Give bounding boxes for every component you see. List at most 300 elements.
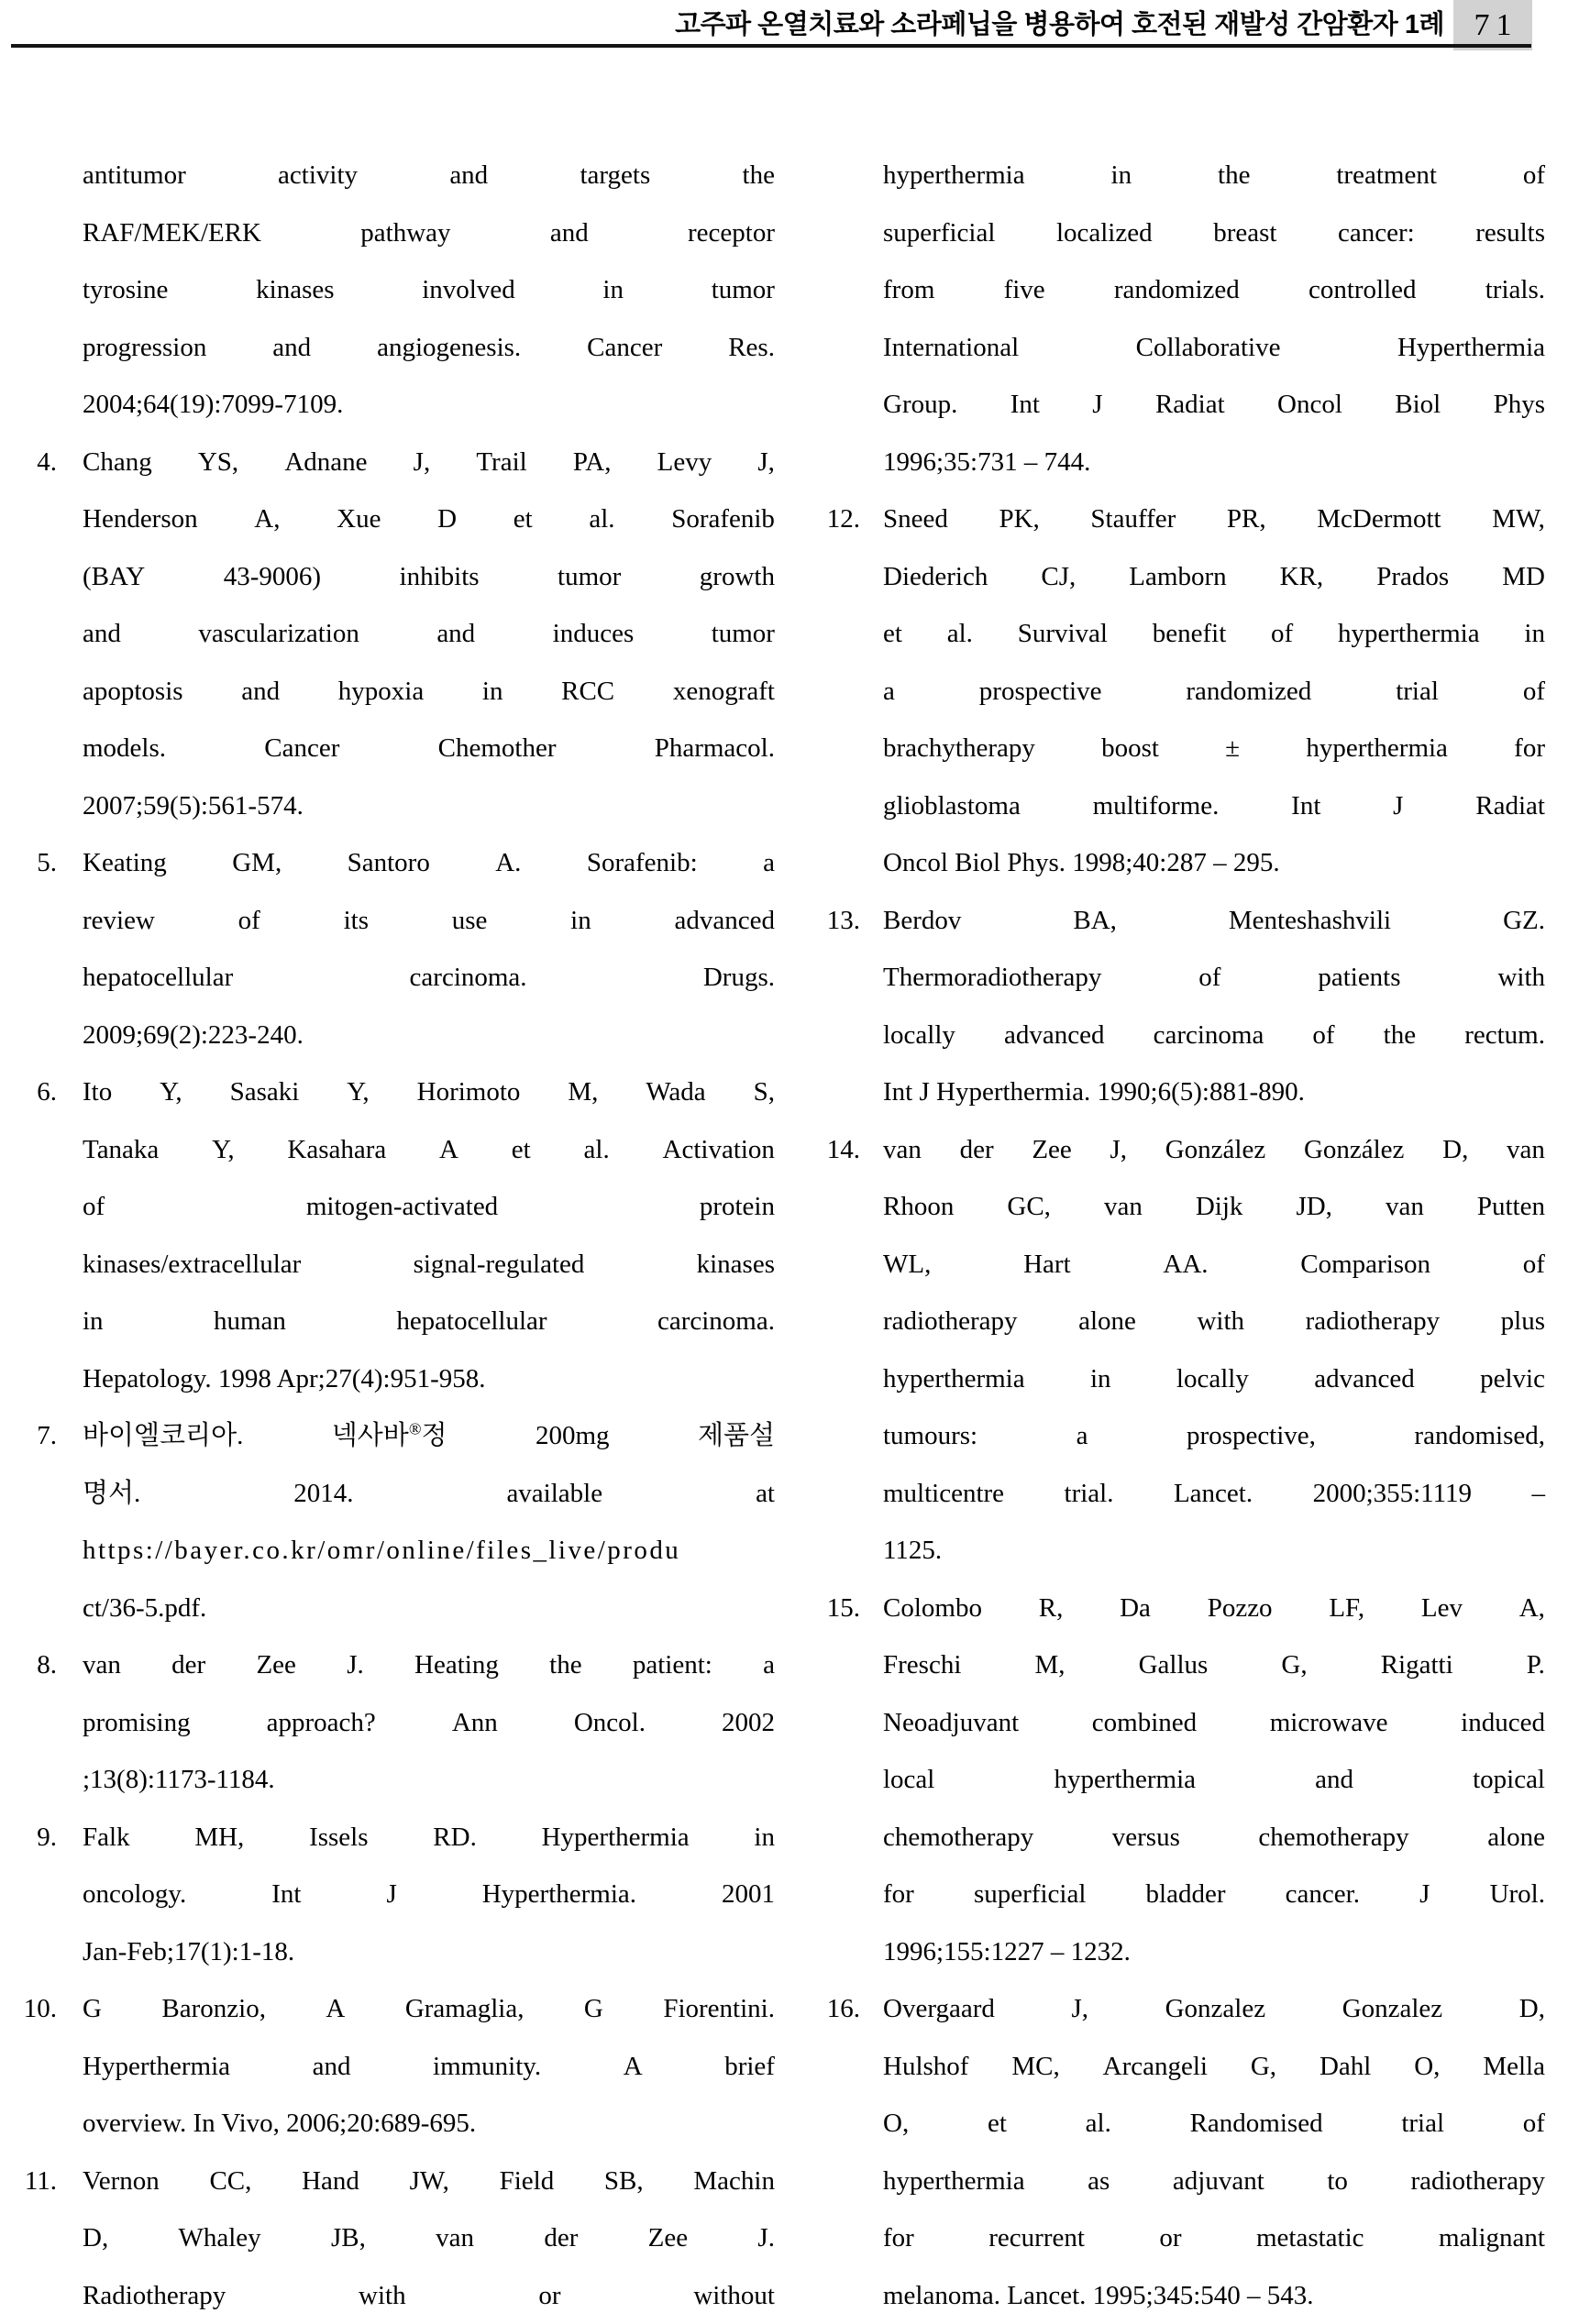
- reference-word: Gonzalez: [1165, 1980, 1266, 2038]
- reference-word: multicentre: [883, 1465, 1004, 1523]
- reference-word: or: [1159, 2209, 1181, 2267]
- reference-word: J: [1092, 376, 1102, 434]
- reference-word: five: [1004, 261, 1045, 319]
- reference-word: trial.: [1065, 1465, 1114, 1523]
- reference-word: Dahl: [1320, 2038, 1371, 2096]
- reference-number: 12.: [814, 490, 860, 548]
- reference-word: Hulshof: [883, 2038, 968, 2096]
- reference-word: advanced: [674, 892, 775, 950]
- reference-word: Dijk: [1196, 1178, 1243, 1236]
- reference-word: D,: [83, 2209, 108, 2267]
- reference-word: results: [1475, 204, 1545, 262]
- reference-line: [83, 949, 775, 1007]
- reference-word: 1125.: [883, 1522, 942, 1580]
- reference-line: [83, 1350, 775, 1408]
- reference-word: Issels: [309, 1809, 368, 1867]
- reference-line: [883, 1980, 1545, 2038]
- reference-word: Collaborative: [1136, 319, 1281, 377]
- reference-word: Zee: [256, 1636, 295, 1694]
- reference-word: van: [436, 2209, 474, 2267]
- reference-word: Stauffer: [1090, 490, 1176, 548]
- reference-word: Y,: [347, 1063, 369, 1121]
- reference-word: Hart: [1023, 1236, 1071, 1294]
- reference-word: Hyperthermia: [542, 1809, 690, 1867]
- reference-word: 200mg: [536, 1407, 610, 1465]
- reference-word: a: [1077, 1407, 1088, 1465]
- reference-word: of: [83, 1178, 105, 1236]
- reference-word: Thermoradiotherapy: [883, 949, 1101, 1007]
- reference-line: [883, 147, 1545, 204]
- reference-item: [883, 490, 1545, 892]
- reference-word: of: [1198, 949, 1220, 1007]
- reference-word: trial: [1401, 2095, 1444, 2153]
- reference-line: [883, 605, 1545, 663]
- reference-word: 2004;64(19):7099-7109.: [83, 376, 343, 434]
- reference-word: van: [1104, 1178, 1143, 1236]
- reference-word: use: [452, 892, 488, 950]
- reference-word: overview. In Vivo, 2006;20:689-695.: [83, 2095, 476, 2153]
- reference-word: ;13(8):1173-1184.: [83, 1751, 275, 1809]
- reference-word: Chemother: [438, 720, 557, 777]
- reference-word: review: [83, 892, 155, 950]
- reference-word: in: [570, 892, 591, 950]
- reference-word: targets: [580, 147, 650, 204]
- reference-line: [83, 1007, 775, 1064]
- reference-word: boost: [1101, 720, 1159, 777]
- reference-line: [883, 834, 1545, 892]
- reference-word: glioblastoma: [883, 777, 1021, 835]
- reference-word: involved: [422, 261, 515, 319]
- reference-line: [883, 1007, 1545, 1064]
- reference-word: JB,: [331, 2209, 366, 2267]
- reference-word: antitumor: [83, 147, 186, 204]
- reference-word: 2002: [722, 1694, 775, 1752]
- reference-word: cancer:: [1338, 204, 1415, 262]
- reference-line: [83, 434, 775, 491]
- reference-word: MH,: [194, 1809, 244, 1867]
- reference-word: 2007;59(5):561-574.: [83, 777, 304, 835]
- reference-word: Pharmacol.: [655, 720, 775, 777]
- reference-word: Prados: [1376, 548, 1449, 606]
- reference-word: 제품설: [698, 1407, 775, 1465]
- reference-word: 넥사바®정: [332, 1407, 447, 1465]
- reference-word: 2000;355:1119: [1313, 1465, 1472, 1523]
- reference-word: et: [513, 490, 533, 548]
- reference-line: [83, 319, 775, 377]
- reference-word: 2009;69(2):223-240.: [83, 1007, 304, 1064]
- reference-word: Rhoon: [883, 1178, 954, 1236]
- reference-number: 6.: [11, 1063, 57, 1121]
- reference-word: al.: [1086, 2095, 1111, 2153]
- reference-word: Sorafenib: [671, 490, 775, 548]
- reference-word: al.: [589, 490, 614, 548]
- reference-word: tumor: [712, 261, 775, 319]
- reference-line: [883, 2209, 1545, 2267]
- reference-word: locally: [883, 1007, 955, 1064]
- reference-word: radiotherapy: [1410, 2153, 1545, 2210]
- reference-word: Phys: [1494, 376, 1545, 434]
- reference-line: [883, 1694, 1545, 1752]
- reference-word: MW,: [1492, 490, 1545, 548]
- reference-word: Lamborn: [1129, 548, 1226, 606]
- reference-number: 15.: [814, 1580, 860, 1637]
- reference-word: A.: [495, 834, 521, 892]
- reference-word: inhibits: [400, 548, 480, 606]
- reference-word: Survival: [1018, 605, 1108, 663]
- reference-line: [883, 2095, 1545, 2153]
- reference-line: [883, 1350, 1545, 1408]
- reference-word: signal-regulated: [414, 1236, 585, 1294]
- reference-word: pelvic: [1480, 1350, 1545, 1408]
- reference-word: Levy: [657, 434, 712, 491]
- reference-word: Sorafenib:: [587, 834, 698, 892]
- reference-line: [883, 1866, 1545, 1923]
- reference-word: Hyperthermia.: [482, 1866, 636, 1923]
- reference-word: Comparison: [1300, 1236, 1430, 1294]
- reference-word: et: [883, 605, 902, 663]
- reference-number: 13.: [814, 892, 860, 950]
- reference-line: [83, 1751, 775, 1809]
- reference-item: [83, 834, 775, 1063]
- reference-line: [83, 720, 775, 777]
- reference-word: Menteshashvili: [1229, 892, 1391, 950]
- reference-word: Wada: [646, 1063, 705, 1121]
- reference-word: oncology.: [83, 1866, 186, 1923]
- reference-line: [883, 1063, 1545, 1121]
- reference-number: 11.: [11, 2153, 57, 2210]
- reference-word: local: [883, 1751, 934, 1809]
- reference-word: PA,: [573, 434, 612, 491]
- reference-line: [83, 204, 775, 262]
- reference-line: [883, 1522, 1545, 1580]
- reference-word: Oncol: [1277, 376, 1342, 434]
- reference-line: [883, 1809, 1545, 1867]
- reference-word: versus: [1112, 1809, 1180, 1867]
- reference-word: randomized: [1186, 663, 1311, 721]
- reference-word: vascularization: [198, 605, 359, 663]
- reference-line: [83, 1293, 775, 1350]
- reference-word: in: [754, 1809, 775, 1867]
- reference-word: apoptosis: [83, 663, 183, 721]
- reference-word: Rigatti: [1381, 1636, 1453, 1694]
- reference-word: melanoma. Lancet. 1995;345:540 – 543.: [883, 2267, 1314, 2324]
- reference-word: Lancet.: [1174, 1465, 1253, 1523]
- reference-word: kinases/extracellular: [83, 1236, 301, 1294]
- reference-word: Chang: [83, 434, 152, 491]
- reference-word: P.: [1527, 1636, 1545, 1694]
- reference-word: JW,: [410, 2153, 449, 2210]
- reference-item: [83, 1063, 775, 1407]
- reference-word: its: [344, 892, 369, 950]
- reference-number: 5.: [11, 834, 57, 892]
- reference-item: [83, 1407, 775, 1636]
- reference-word: and: [272, 319, 311, 377]
- reference-word: metastatic: [1256, 2209, 1364, 2267]
- reference-line: [83, 1178, 775, 1236]
- reference-line: [883, 720, 1545, 777]
- reference-number: 10.: [11, 1980, 57, 2038]
- reference-word: hyperthermia: [1306, 720, 1448, 777]
- reference-word: 명서.: [83, 1465, 140, 1523]
- reference-word: advanced: [1314, 1350, 1415, 1408]
- reference-line: [83, 605, 775, 663]
- reference-item: [883, 1580, 1545, 1981]
- reference-line: [883, 434, 1545, 491]
- reference-word: Santoro: [348, 834, 430, 892]
- reference-word: randomised,: [1414, 1407, 1545, 1465]
- reference-word: Neoadjuvant: [883, 1694, 1019, 1752]
- reference-word: Gramaglia,: [405, 1980, 524, 2038]
- reference-item: [83, 1636, 775, 1809]
- reference-word: pathway: [360, 204, 450, 262]
- reference-line: [883, 490, 1545, 548]
- reference-line: [83, 1694, 775, 1752]
- reference-line: [883, 548, 1545, 606]
- reference-word: of: [1523, 663, 1545, 721]
- reference-word: a: [763, 1636, 775, 1694]
- reference-line: [83, 261, 775, 319]
- reference-word: Sasaki: [230, 1063, 300, 1121]
- reference-word: et: [988, 2095, 1007, 2153]
- reference-word: Res.: [728, 319, 775, 377]
- reference-word: carcinoma: [1154, 1007, 1264, 1064]
- reference-word: International: [883, 319, 1019, 377]
- reference-word: van: [1386, 1178, 1424, 1236]
- reference-word: radiotherapy: [1306, 1293, 1441, 1350]
- reference-item: [83, 434, 775, 835]
- reference-word: with: [1497, 949, 1545, 1007]
- reference-item: [83, 1980, 775, 2153]
- reference-word: Hyperthermia: [83, 2038, 230, 2096]
- reference-word: hyperthermia: [883, 147, 1025, 204]
- page-number: 71: [1468, 8, 1518, 43]
- reference-word: alone: [1078, 1293, 1136, 1350]
- reference-word: Xue: [337, 490, 381, 548]
- reference-word: Ann: [452, 1694, 498, 1752]
- reference-line: [83, 1121, 775, 1179]
- reference-item-continuation: [883, 147, 1545, 490]
- reference-word: Ito: [83, 1063, 112, 1121]
- reference-word: induces: [553, 605, 635, 663]
- reference-word: J,: [1110, 1121, 1127, 1179]
- reference-line: [83, 1465, 775, 1523]
- reference-word: Cancer: [264, 720, 339, 777]
- reference-word: 2001: [722, 1866, 775, 1923]
- reference-word: PR,: [1227, 490, 1266, 548]
- reference-word: a: [763, 834, 775, 892]
- reference-word: Int: [271, 1866, 301, 1923]
- reference-word: in: [1111, 147, 1132, 204]
- reference-word: Y,: [212, 1121, 234, 1179]
- reference-word: bladder: [1146, 1866, 1226, 1923]
- reference-word: and: [449, 147, 488, 204]
- reference-line: [883, 261, 1545, 319]
- reference-number: 16.: [814, 1980, 860, 2038]
- reference-word: and: [1315, 1751, 1353, 1809]
- reference-word: J,: [414, 434, 431, 491]
- reference-word: a: [883, 663, 895, 721]
- reference-word: without: [693, 2267, 775, 2324]
- reference-line: [83, 490, 775, 548]
- reference-word: trials.: [1485, 261, 1545, 319]
- reference-line: [883, 376, 1545, 434]
- reference-line: [83, 1407, 775, 1465]
- reference-word: MD: [1502, 548, 1545, 606]
- reference-line: [83, 548, 775, 606]
- reference-word: 43-9006): [224, 548, 321, 606]
- reference-word: Zee: [648, 2209, 688, 2267]
- reference-word: D,: [1519, 1980, 1545, 2038]
- reference-word: A: [624, 2038, 643, 2096]
- reference-word: brief: [724, 2038, 775, 2096]
- reference-word: Zee: [1032, 1121, 1071, 1179]
- reference-word: RAF/MEK/ERK: [83, 204, 261, 262]
- reference-word: growth: [700, 548, 775, 606]
- reference-word: (BAY: [83, 548, 145, 606]
- reference-word: van: [1507, 1121, 1545, 1179]
- reference-word: M,: [568, 1063, 598, 1121]
- reference-line: [883, 1236, 1545, 1294]
- reference-word: Y,: [160, 1063, 182, 1121]
- reference-word: Baronzio,: [161, 1980, 266, 2038]
- reference-item: [883, 892, 1545, 1121]
- reference-line: [883, 777, 1545, 835]
- reference-word: hepatocellular: [83, 949, 233, 1007]
- reference-word: in: [1090, 1350, 1111, 1408]
- reference-line: [883, 1580, 1545, 1637]
- reference-word: GZ.: [1503, 892, 1545, 950]
- reference-line: [883, 1751, 1545, 1809]
- reference-word: Lev: [1421, 1580, 1463, 1637]
- reference-word: tumours:: [883, 1407, 977, 1465]
- reference-word: Berdov: [883, 892, 961, 950]
- reference-word: of: [1312, 1007, 1334, 1064]
- reference-word: Adnane: [284, 434, 367, 491]
- reference-word: der: [544, 2209, 578, 2267]
- reference-line: [83, 1923, 775, 1981]
- reference-word: 1996;35:731 – 744.: [883, 434, 1090, 491]
- reference-word: O,: [1414, 2038, 1440, 2096]
- reference-word: hyperthermia: [883, 1350, 1025, 1408]
- reference-line: [83, 1063, 775, 1121]
- reference-line: [883, 892, 1545, 950]
- reference-word: Radiotherapy: [83, 2267, 226, 2324]
- reference-line: [83, 376, 775, 434]
- reference-word: to: [1327, 2153, 1348, 2210]
- reference-word: Trail: [476, 434, 526, 491]
- reference-word: al.: [947, 605, 973, 663]
- reference-word: cancer.: [1286, 1866, 1360, 1923]
- reference-word: prospective: [979, 663, 1102, 721]
- reference-word: rectum.: [1464, 1007, 1545, 1064]
- reference-word: D,: [1442, 1121, 1468, 1179]
- reference-line: [883, 2267, 1545, 2324]
- reference-word: protein: [700, 1178, 775, 1236]
- reference-word: patient:: [633, 1636, 712, 1694]
- reference-word: Oncol.: [574, 1694, 646, 1752]
- reference-word: 바이엘코리아.: [83, 1407, 243, 1465]
- reference-word: BA,: [1073, 892, 1117, 950]
- reference-line: [883, 1636, 1545, 1694]
- reference-word: WL,: [883, 1236, 931, 1294]
- reference-word: hyperthermia: [1338, 605, 1480, 663]
- reference-word: 1996;155:1227 – 1232.: [883, 1923, 1131, 1981]
- reference-word: Pozzo: [1208, 1580, 1273, 1637]
- reference-word: –: [1532, 1465, 1546, 1523]
- references-column-right: [883, 147, 1545, 2324]
- reference-word: Mella: [1483, 2038, 1545, 2096]
- reference-line: [83, 2267, 775, 2324]
- reference-word: in: [602, 261, 624, 319]
- reference-word: benefit: [1153, 605, 1227, 663]
- reference-word: at: [756, 1465, 775, 1523]
- reference-word: models.: [83, 720, 166, 777]
- reference-word: Da: [1120, 1580, 1151, 1637]
- reference-word: Activation: [663, 1121, 775, 1179]
- reference-word: MC,: [1011, 2038, 1059, 2096]
- reference-word: from: [883, 261, 934, 319]
- reference-word: trial: [1396, 663, 1439, 721]
- reference-word: Keating: [83, 834, 167, 892]
- reference-line: [83, 1236, 775, 1294]
- reference-word: Tanaka: [83, 1121, 159, 1179]
- reference-word: Randomised: [1190, 2095, 1323, 2153]
- reference-word: approach?: [267, 1694, 376, 1752]
- reference-word: available: [506, 1465, 602, 1523]
- reference-word: https://bayer.co.kr/omr/online/files_live/produ: [83, 1522, 680, 1580]
- reference-word: al.: [584, 1121, 610, 1179]
- reference-number: 7.: [11, 1407, 57, 1465]
- reference-word: hepatocellular: [396, 1293, 547, 1350]
- reference-item: [883, 1980, 1545, 2324]
- reference-line: [883, 204, 1545, 262]
- reference-word: Oncol Biol Phys. 1998;40:287 – 295.: [883, 834, 1280, 892]
- reference-number: 8.: [11, 1636, 57, 1694]
- reference-line: [883, 319, 1545, 377]
- reference-word: ±: [1225, 720, 1240, 777]
- reference-word: Group.: [883, 376, 957, 434]
- reference-word: González: [1304, 1121, 1405, 1179]
- reference-word: Hepatology. 1998 Apr;27(4):951-958.: [83, 1350, 486, 1408]
- reference-word: carcinoma.: [657, 1293, 775, 1350]
- reference-word: or: [538, 2267, 560, 2324]
- reference-line: [883, 949, 1545, 1007]
- reference-word: the: [743, 147, 775, 204]
- reference-word: of: [1271, 605, 1293, 663]
- reference-word: mitogen-activated: [306, 1178, 498, 1236]
- reference-item: [83, 2153, 775, 2324]
- reference-word: Int: [1291, 777, 1320, 835]
- reference-word: chemotherapy: [883, 1809, 1033, 1867]
- reference-word: angiogenesis.: [377, 319, 521, 377]
- reference-word: and: [313, 2038, 351, 2096]
- reference-word: locally: [1176, 1350, 1249, 1408]
- reference-word: recurrent: [988, 2209, 1085, 2267]
- reference-line: [883, 1465, 1545, 1523]
- reference-word: Int: [1010, 376, 1040, 434]
- reference-word: chemotherapy: [1258, 1809, 1408, 1867]
- reference-word: of: [1523, 147, 1545, 204]
- reference-word: microwave: [1270, 1694, 1388, 1752]
- reference-line: [83, 147, 775, 204]
- reference-word: controlled: [1308, 261, 1417, 319]
- reference-number: 4.: [11, 434, 57, 491]
- references-column-left: [83, 147, 775, 2324]
- reference-word: Gallus: [1139, 1636, 1209, 1694]
- reference-word: der: [171, 1636, 205, 1694]
- reference-word: J: [386, 1866, 396, 1923]
- reference-word: CJ,: [1041, 548, 1076, 606]
